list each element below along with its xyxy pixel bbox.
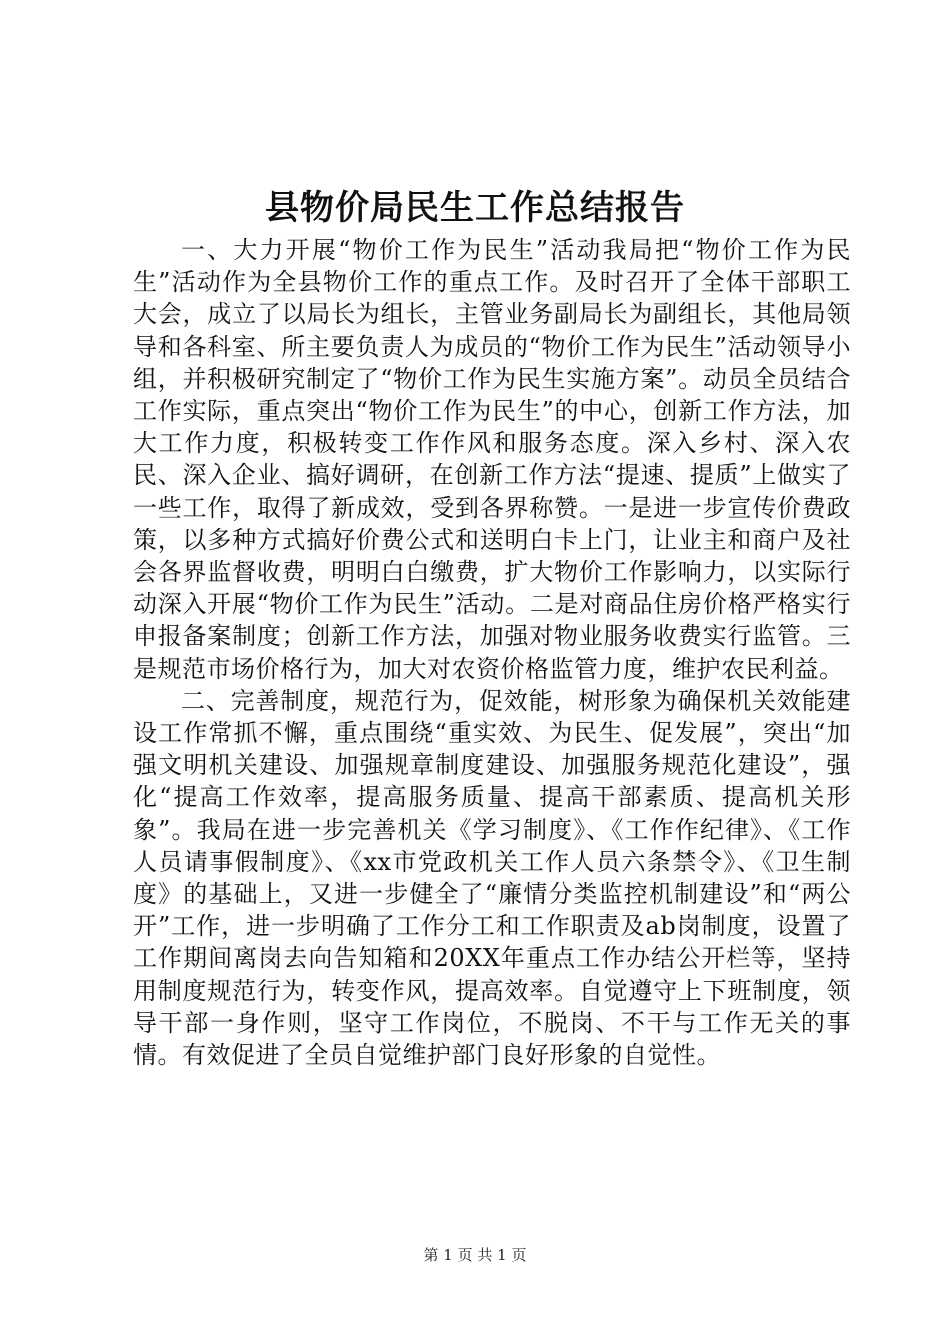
paragraph-2: 二、完善制度，规范行为，促效能，树形象为确保机关效能建设工作常抓不懈，重点围绕“重实效、为民生、促发展”，突出“加强文明机关建设、加强规章制度建设、加强服务规范化建设”，强化“提高工作效率，提高服务质量、提高干部素质、提高机关形象”。我局在进一步完善机关《学习制度》、《工作作纪律》、《工作人员请事假制度》、《xx市党政机关工作人员六条禁令》、《卫生制度》的基础上，又进一步健全了“廉情分类监控机制建设”和“两公开”工作，进一步明确了工作分工和工作职责及ab岗制度，设置了工作期间离岗去向告知箱和20XX年重点工作办结公开栏等，坚持用制度规范行为，转变作风，提高效率。自觉遵守上下班制度，领导干部一身作则，坚守工作岗位，不脱岗、不干与工作无关的事情。有效促进了全员自觉维护部门良好形象的自觉性。 — [133, 686, 851, 1070]
paragraph-1: 一、大力开展“物价工作为民生”活动我局把“物价工作为民生”活动作为全县物价工作的重点工作。及时召开了全体干部职工大会，成立了以局长为组长，主管业务副局长为副组长，其他局领导和各科室、所主要负责人为成员的“物价工作为民生”活动领导小组，并积极研究制定了“物价工作为民生实施方案”。动员全员结合工作实际，重点突出“物价工作为民生”的中心，创新工作方法，加大工作力度，积极转变工作作风和服务态度。深入乡村、深入农民、深入企业、搞好调研，在创新工作方法“提速、提质”上做实了一些工作，取得了新成效，受到各界称赞。一是进一步宣传价费政策，以多种方式搞好价费公式和送明白卡上门，让业主和商户及社会各界监督收费，明明白白缴费，扩大物价工作影响力，以实际行动深入开展“物价工作为民生”活动。二是对商品住房价格严格实行申报备案制度；创新工作方法，加强对物业服务收费实行监管。三是规范市场价格行为，加大对农资价格监管力度，维护农民利益。 — [133, 236, 851, 683]
page-number-footer: 第 1 页 共 1 页 — [423, 1246, 527, 1264]
document-body — [133, 234, 851, 1071]
document-title: 县物价局民生工作总结报告 — [265, 188, 685, 228]
